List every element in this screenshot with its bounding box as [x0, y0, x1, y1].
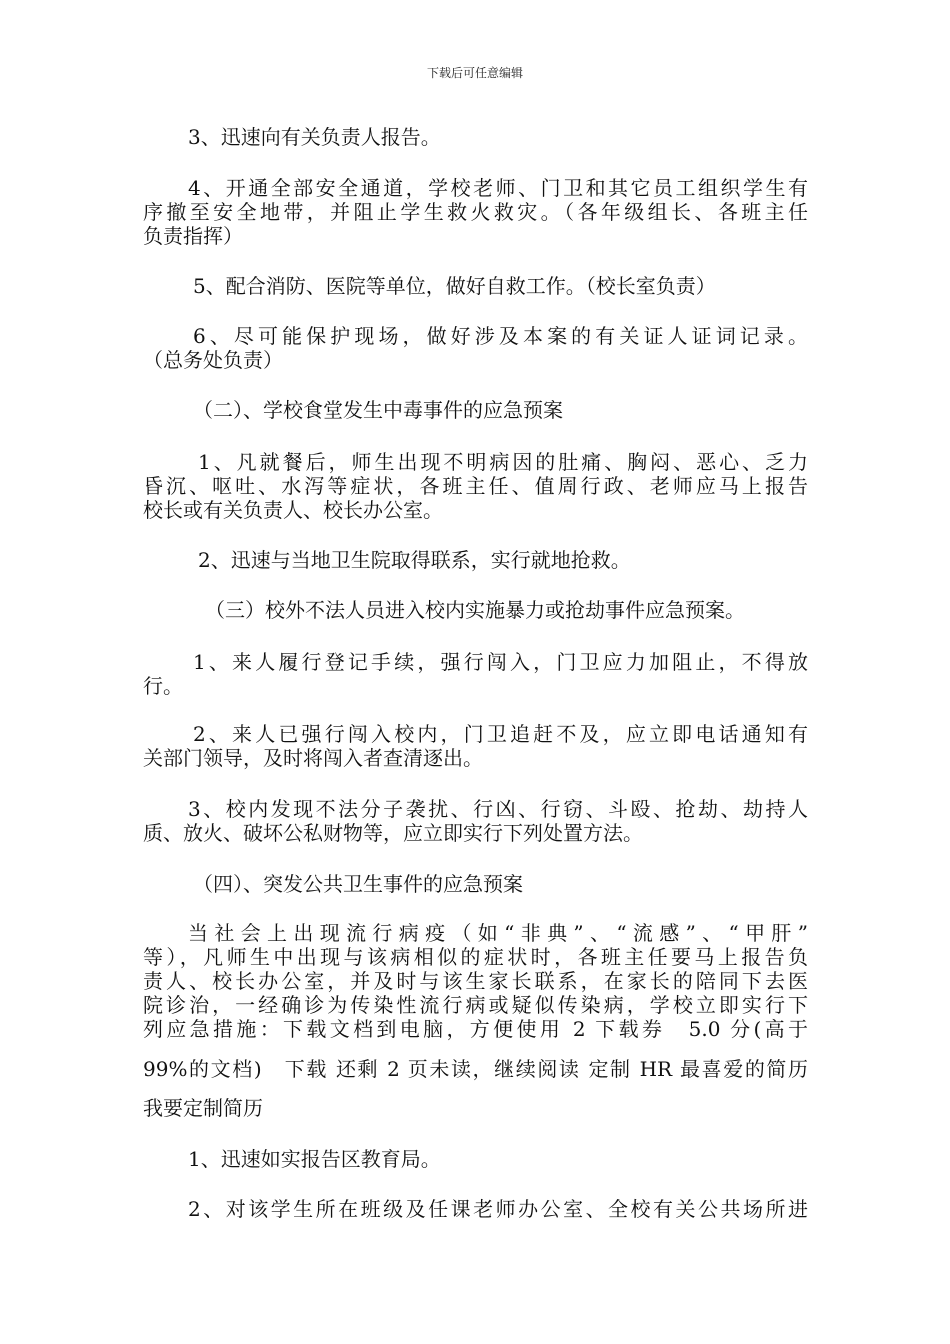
- text-line: 1、凡就餐后，师生出现不明病因的肚痛、胸闷、恶心、乏力: [198, 450, 808, 474]
- text-line: 4、开通全部安全通道，学校老师、门卫和其它员工组织学生有: [188, 176, 808, 200]
- text-line: 昏沉、呕吐、水泻等症状，各班主任、值周行政、老师应马上报告: [143, 474, 808, 498]
- paragraph-9: [143, 650, 808, 698]
- paragraph-17: [143, 1197, 808, 1221]
- text-line: 1、迅速如实报告区教育局。: [188, 1147, 441, 1171]
- text-line: （三）校外不法人员进入校内实施暴力或抢劫事件应急预案。: [205, 598, 745, 622]
- page-header: 下载后可任意编辑: [426, 66, 523, 80]
- text-line: 关部门领导，及时将闯入者查清逐出。: [143, 746, 483, 770]
- paragraph-10: [143, 722, 808, 770]
- paragraph-3: [143, 274, 808, 298]
- text-line: 当社会上出现流行病疫（如“非典”、“流感”、“甲肝”: [188, 921, 808, 945]
- text-line: 5、配合消防、医院等单位，做好自救工作。（校长室负责）: [193, 274, 716, 298]
- text-line: 等），凡师生中出现与该病相似的症状时，各班主任要马上报告负: [143, 945, 808, 969]
- paragraph-4: [143, 324, 808, 372]
- paragraph-13: [143, 921, 808, 1041]
- paragraph-16: [143, 1147, 808, 1171]
- download-banner-line: [143, 1057, 808, 1081]
- section-heading-4: [143, 872, 808, 896]
- paragraph-7: [143, 548, 808, 572]
- customize-resume-link[interactable]: [143, 1096, 808, 1120]
- text-line: 2、迅速与当地卫生院取得联系，实行就地抢救。: [198, 548, 631, 572]
- text-line: （二）、学校食堂发生中毒事件的应急预案: [193, 398, 563, 422]
- text-line: 质、放火、破坏公私财物等，应立即实行下列处置方法。: [143, 821, 643, 845]
- text-line: 2、来人已强行闯入校内，门卫追赶不及，应立即电话通知有: [193, 722, 808, 746]
- text-line: 6、尽可能保护现场，做好涉及本案的有关证人证词记录。: [193, 324, 808, 348]
- text-line: 我要定制简历: [143, 1096, 263, 1120]
- text-line: 3、迅速向有关负责人报告。: [188, 125, 441, 149]
- text-line: （四）、突发公共卫生事件的应急预案: [193, 872, 523, 896]
- text-line: 2、对该学生所在班级及任课老师办公室、全校有关公共场所进: [188, 1197, 808, 1221]
- paragraph-2: [143, 176, 808, 248]
- section-heading-3: [143, 598, 808, 622]
- paragraph-11: [143, 797, 808, 845]
- text-line: （总务处负责）: [143, 348, 283, 372]
- section-heading-2: [143, 398, 808, 422]
- paragraph-6: [143, 450, 808, 522]
- text-line: 1、来人履行登记手续，强行闯入，门卫应力加阻止，不得放: [193, 650, 808, 674]
- text-line: 院诊治，一经确诊为传染性流行病或疑似传染病，学校立即实行下: [143, 993, 808, 1017]
- text-line: 负责指挥）: [143, 224, 243, 248]
- text-line: 99%的文档) 下载 还剩 2 页未读，继续阅读 定制 HR 最喜爱的简历: [143, 1057, 808, 1081]
- text-line: 责人、校长办公室，并及时与该生家长联系，在家长的陪同下去医: [143, 969, 808, 993]
- text-line: 校长或有关负责人、校长办公室。: [143, 498, 443, 522]
- text-line: 3、校内发现不法分子袭扰、行凶、行窃、斗殴、抢劫、劫持人: [188, 797, 808, 821]
- text-line: 序撤至安全地带，并阻止学生救火救灾。（各年级组长、各班主任: [143, 200, 808, 224]
- text-line: 列应急措施：下载文档到电脑，方便使用 2 下载券 5.0 分(高于: [143, 1017, 808, 1041]
- paragraph-1: [143, 125, 808, 149]
- text-line: 行。: [143, 674, 183, 698]
